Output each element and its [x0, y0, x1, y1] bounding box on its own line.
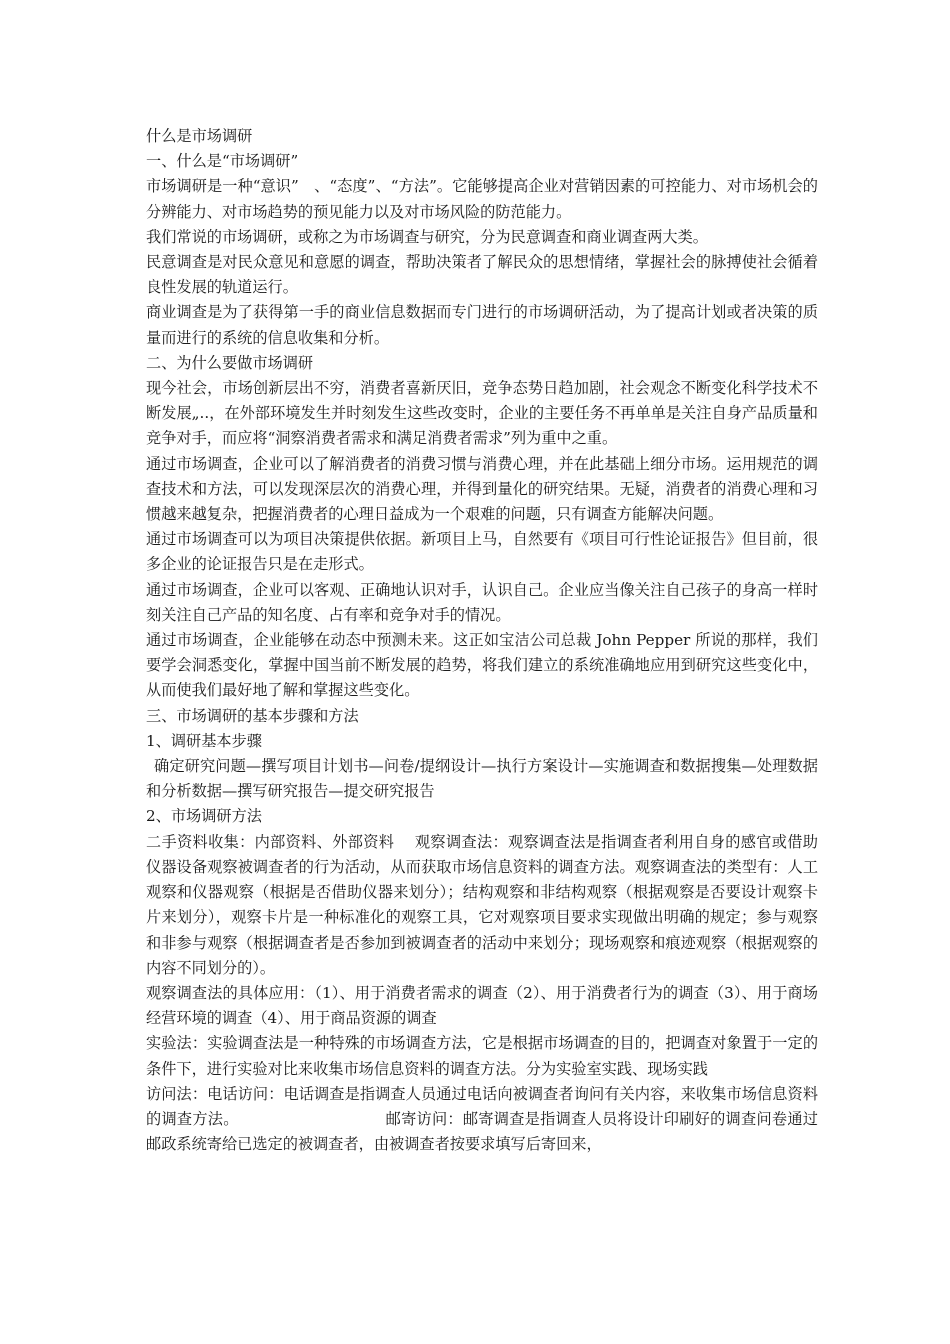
paragraph-definition: 市场调研是一种“意识” 、“态度”、“方法”。它能够提高企业对营销因素的可控能力、对市场机会的分辨能力、对市场趋势的预见能力以及对市场风险的防范能力。	[146, 177, 818, 221]
paragraph-consumer: 通过市场调查，企业可以了解消费者的消费习惯与消费心理，并在此基础上细分市场。运用规范的调查技术和方法，可以发现深层次的消费心理，并得到量化的研究结果。无疑，消费者的消费心理和习惯越来越复杂，把握消费者的心理日益成为一个艰难的问题，只有调查方能解决问题。	[146, 454, 818, 524]
section-heading-2: 二、为什么要做市场调研	[146, 353, 314, 372]
paragraph-society: 现今社会，市场创新层出不穷，消费者喜新厌旧，竞争态势日趋加剧，社会观念不断变化科学技术不断发展„..，在外部环境发生并时刻发生这些改变时，企业的主要任务不再单单是关注自身产品质量和竞争对手，而应将“洞察消费者需求和满足消费者需求”列为重中之重。	[146, 379, 818, 448]
paragraph-forecast: 通过市场调查，企业能够在动态中预测未来。这正如宝洁公司总裁 John Pepper 所说的那样，我们要学会洞悉变化，掌握中国当前不断发展的趋势，将我们建立的系统准确地应用到研究这些变化中，从而使我们最好地了解和掌握这些变化。	[146, 631, 818, 700]
paragraph-interview: 访问法：电话访问：电话调查是指调查人员通过电话向被调查者询问有关内容，来收集市场信息资料的调查方法。 邮寄访问：邮寄调查是指调查人员将设计印刷好的调查问卷通过邮政系统寄给已选定的被调查者，由被调查者按要求填写后寄回来，	[146, 1084, 818, 1154]
paragraph-observation-applications: 观察调查法的具体应用：（1）、用于消费者需求的调查（2）、用于消费者行为的调查（3）、用于商场经营环境的调查（4）、用于商品资源的调查	[146, 983, 818, 1028]
section-heading-1: 一、什么是“市场调研”	[146, 152, 299, 171]
paragraph-competitor: 通过市场调查，企业可以客观、正确地认识对手，认识自己。企业应当像关注自己孩子的身高一样时刻关注自己产品的知名度、占有率和竞争对手的情况。	[146, 580, 818, 624]
paragraph-business-survey: 商业调查是为了获得第一手的商业信息数据而专门进行的市场调研活动，为了提高计划或者决策的质量而进行的系统的信息收集和分析。	[146, 303, 818, 347]
paragraph-public-opinion: 民意调查是对民众意见和意愿的调查，帮助决策者了解民众的思想情绪，掌握社会的脉搏使社会循着良性发展的轨道运行。	[146, 253, 818, 297]
paragraph-steps: 确定研究问题—撰写项目计划书—问卷/提纲设计—执行方案设计—实施调查和数据搜集—处理数据和分析数据—撰写研究报告—提交研究报告	[146, 757, 818, 801]
paragraph-categories: 我们常说的市场调研，或称之为市场调查与研究，分为民意调查和商业调查两大类。	[146, 227, 708, 246]
document-body	[146, 124, 818, 1157]
subheading-steps: 1、调研基本步骤	[146, 731, 262, 750]
paragraph-experiment: 实验法：实验调查法是一种特殊的市场调查方法，它是根据市场调查的目的，把调查对象置于一定的条件下，进行实验对比来收集市场信息资料的调查方法。分为实验室实践、现场实践	[146, 1034, 818, 1078]
section-heading-3: 三、市场调研的基本步骤和方法	[146, 706, 359, 725]
paragraph-decision: 通过市场调查可以为项目决策提供依据。新项目上马，自然要有《项目可行性论证报告》但目前，很多企业的论证报告只是在走形式。	[146, 530, 818, 574]
document-title: 什么是市场调研	[146, 127, 253, 145]
paragraph-observation: 二手资料收集：内部资料、外部资料 观察调查法：观察调查法是指调查者利用自身的感官或借助仪器设备观察被调查者的行为活动，从而获取市场信息资料的调查方法。观察调查法的类型有：人工观察和仪器观察（根据是否借助仪器来划分）；结构观察和非结构观察（根据观察是否要设计观察卡片来划分），观察卡片是一种标准化的观察工具，它对观察项目要求实现做出明确的规定；参与观察和非参与观察（根据调查者是否参加到被调查者的活动中来划分；现场观察和痕迹观察（根据观察的内容不同划分的）。	[146, 832, 818, 977]
subheading-methods: 2、市场调研方法	[146, 807, 262, 826]
